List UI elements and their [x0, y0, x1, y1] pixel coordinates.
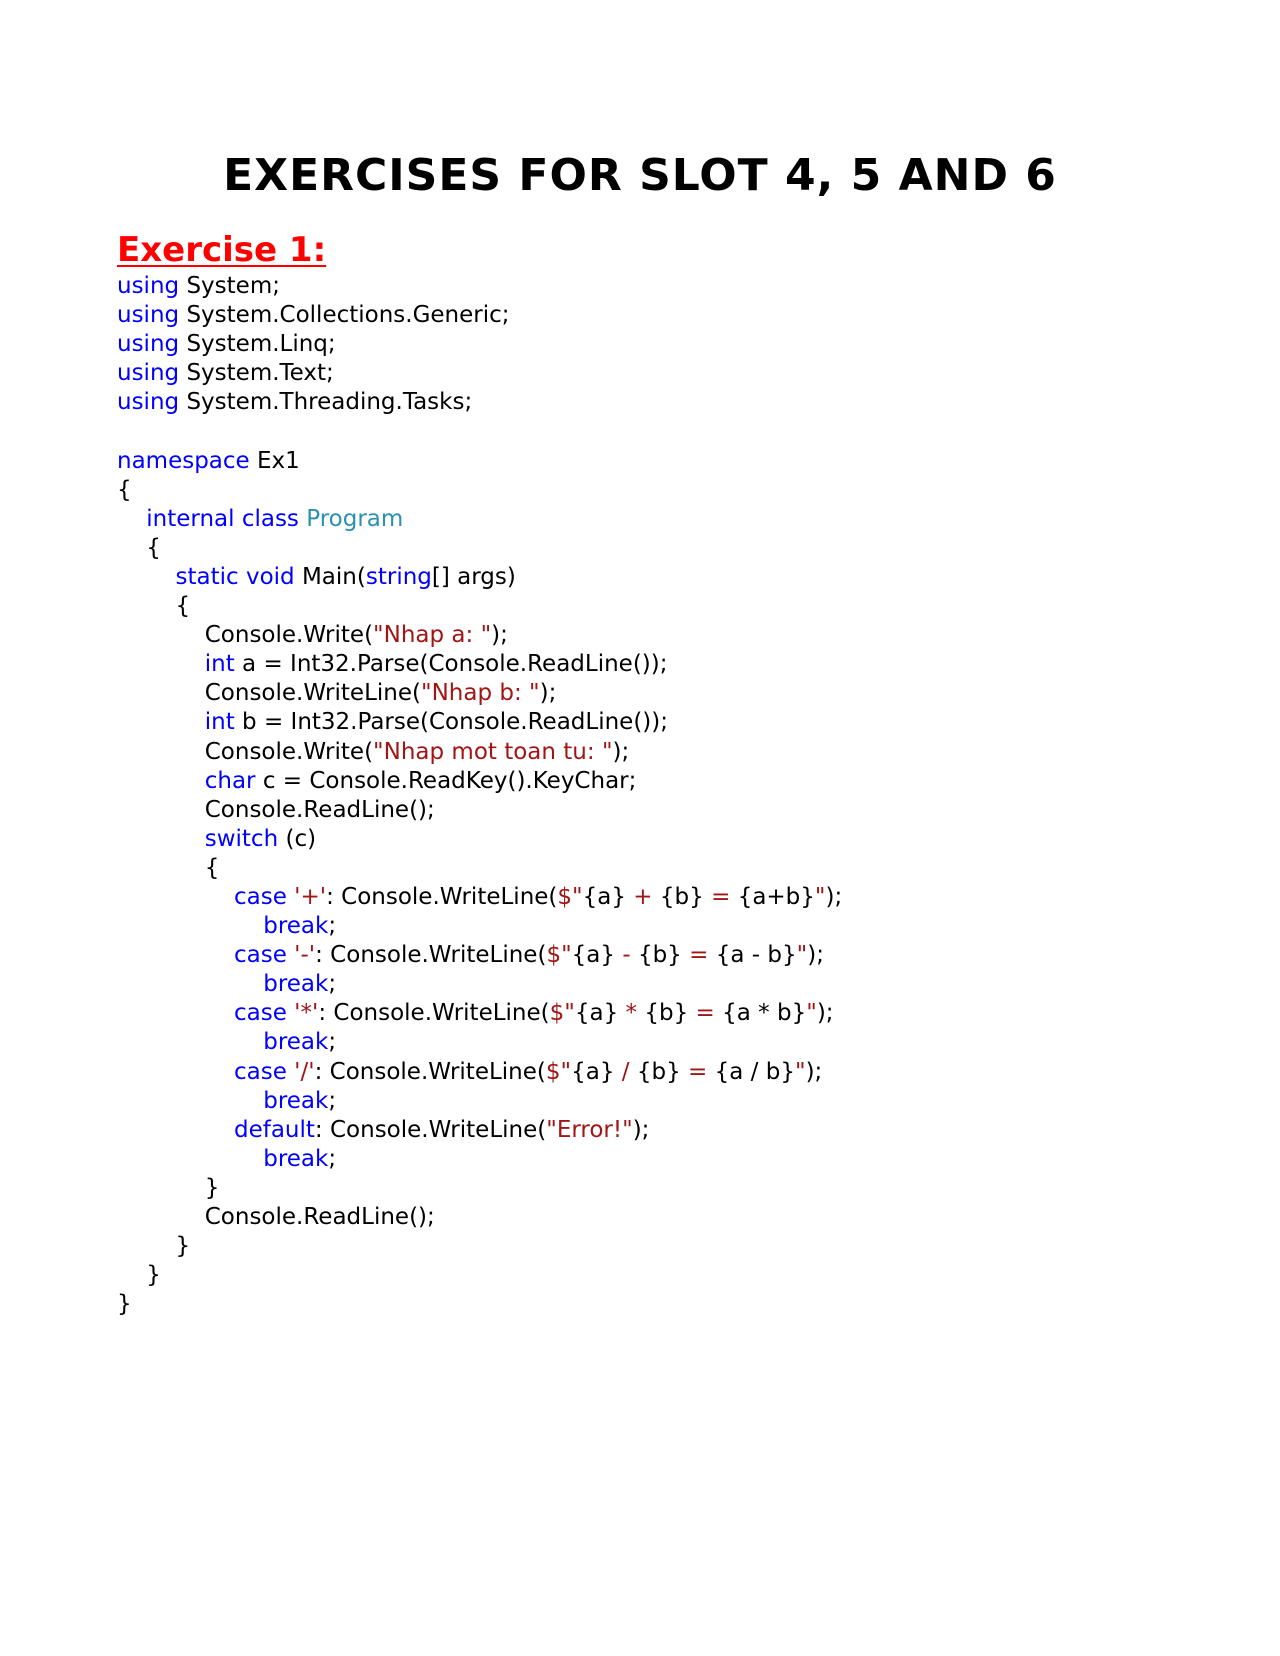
code-line	[117, 563, 842, 592]
code-string: *	[618, 1000, 645, 1027]
code-text: {	[117, 476, 132, 503]
code-line	[117, 854, 842, 883]
code-string: /	[614, 1058, 637, 1085]
code-text: Console.ReadLine();	[117, 1204, 435, 1230]
code-text: }	[117, 1174, 220, 1201]
code-line	[117, 476, 842, 505]
code-line	[117, 1203, 842, 1232]
code-text: Main(	[294, 563, 366, 590]
code-text: : Console.WriteLine(	[318, 1000, 550, 1027]
code-text: {b}	[636, 1058, 681, 1085]
code-line	[117, 708, 842, 737]
code-text: : Console.WriteLine(	[314, 1058, 546, 1085]
code-text: System.Threading.Tasks;	[179, 389, 473, 416]
code-line	[117, 1116, 842, 1145]
code-text: {a}	[571, 942, 616, 969]
code-text: Console.ReadLine();	[117, 796, 435, 823]
code-text	[117, 1117, 234, 1143]
code-text: ;	[328, 1029, 337, 1056]
code-text: {a}	[582, 883, 626, 910]
code-text	[117, 1059, 234, 1085]
code-string: "	[814, 883, 826, 910]
code-line	[117, 1058, 842, 1087]
code-text	[117, 913, 263, 939]
code-keyword: case	[233, 1000, 287, 1027]
code-string: '-'	[294, 942, 316, 969]
code-text: {a}	[571, 1058, 615, 1085]
code-line	[117, 388, 842, 417]
code-text	[117, 709, 205, 735]
page-title: EXERCISES FOR SLOT 4, 5 AND 6	[223, 150, 1057, 201]
code-string: $"	[545, 1058, 572, 1085]
code-text: }	[117, 1262, 161, 1289]
code-text: }	[117, 1233, 191, 1260]
code-line	[117, 447, 842, 476]
code-line	[117, 970, 842, 999]
code-text: ;	[328, 1145, 337, 1172]
code-line	[117, 1232, 842, 1261]
code-text	[117, 564, 176, 590]
code-keyword: break	[263, 913, 329, 940]
code-line	[117, 301, 842, 330]
code-string: $"	[557, 883, 583, 910]
code-text: a = Int32.Parse(Console.ReadLine());	[234, 651, 668, 678]
code-keyword: using	[117, 360, 180, 387]
code-line	[117, 767, 842, 796]
code-text: );	[612, 738, 630, 765]
code-text: {a / b}	[714, 1058, 795, 1085]
code-keyword: internal	[146, 505, 235, 532]
code-keyword: static	[175, 563, 239, 590]
code-keyword: using	[117, 273, 180, 299]
code-line	[117, 1174, 842, 1203]
code-keyword: case	[233, 942, 287, 969]
code-string: '/'	[294, 1058, 315, 1085]
code-line	[117, 825, 842, 854]
code-string: "	[806, 1000, 817, 1027]
code-string: '*'	[294, 1000, 319, 1027]
code-text: ;	[328, 1087, 337, 1114]
code-string: $"	[549, 1000, 575, 1027]
code-text: );	[805, 1058, 823, 1085]
code-line	[117, 1087, 842, 1116]
code-line	[117, 417, 842, 446]
code-text: c = Console.ReadKey().KeyChar;	[255, 767, 637, 794]
code-text: {	[117, 854, 220, 881]
code-block	[117, 272, 842, 1319]
code-line	[117, 1290, 842, 1319]
code-text: );	[816, 1000, 834, 1027]
code-keyword: class	[241, 505, 299, 532]
code-text: : Console.WriteLine(	[314, 1116, 547, 1143]
code-text: );	[807, 942, 824, 969]
code-string: "Nhap mot toan tu: "	[373, 738, 613, 765]
code-line	[117, 796, 842, 825]
code-line	[117, 330, 842, 359]
code-keyword: break	[263, 1145, 329, 1172]
code-text: Console.WriteLine(	[117, 680, 421, 707]
code-text	[117, 1088, 263, 1114]
code-text: System.Linq;	[179, 331, 336, 358]
code-text: System;	[179, 273, 280, 299]
code-keyword: default	[233, 1116, 315, 1143]
code-string: =	[680, 1058, 715, 1085]
code-line	[117, 1261, 842, 1290]
code-line	[117, 883, 842, 912]
code-text: {	[117, 534, 161, 561]
code-text: {a * b}	[722, 1000, 807, 1027]
code-line	[117, 941, 842, 970]
code-keyword: case	[233, 883, 287, 910]
code-text	[117, 1146, 263, 1172]
code-string: +	[626, 883, 660, 910]
code-text	[117, 826, 205, 852]
code-string: =	[688, 1000, 723, 1027]
code-text	[117, 884, 234, 910]
code-line	[117, 505, 842, 534]
code-string: '+'	[294, 883, 327, 910]
code-string: "	[794, 1058, 806, 1085]
code-keyword: using	[117, 331, 180, 358]
code-line	[117, 272, 842, 301]
code-text	[235, 506, 242, 532]
code-keyword: using	[117, 389, 180, 416]
code-keyword: switch	[204, 825, 279, 852]
code-text: Console.Write(	[117, 622, 374, 649]
code-text: {a+b}	[737, 883, 815, 910]
code-text: ;	[328, 971, 337, 998]
code-text: : Console.WriteLine(	[315, 942, 547, 969]
code-text: );	[539, 680, 557, 707]
code-keyword: break	[263, 1029, 329, 1056]
code-keyword: int	[204, 651, 235, 678]
code-string: "Error!"	[546, 1116, 633, 1143]
code-text: Console.Write(	[117, 738, 374, 765]
code-text: b = Int32.Parse(Console.ReadLine());	[234, 709, 668, 736]
code-string: -	[615, 942, 638, 969]
code-string: =	[681, 942, 716, 969]
code-text: }	[117, 1291, 132, 1318]
exercise-heading: Exercise 1:	[117, 230, 327, 270]
code-keyword: void	[245, 563, 295, 590]
code-line	[117, 1028, 842, 1057]
code-text: {a - b}	[715, 942, 797, 969]
code-text: {b}	[659, 883, 704, 910]
code-keyword: namespace	[117, 447, 250, 474]
code-text: System.Collections.Generic;	[179, 302, 510, 329]
code-line	[117, 738, 842, 767]
code-string: $"	[546, 942, 572, 969]
code-text: );	[632, 1116, 650, 1143]
code-line	[117, 359, 842, 388]
code-text: Ex1	[249, 447, 300, 474]
code-keyword: char	[204, 767, 256, 794]
code-text: );	[491, 622, 508, 649]
code-text: [] args)	[431, 563, 516, 590]
code-string: "	[796, 942, 808, 969]
code-string: =	[703, 883, 738, 910]
code-line	[117, 679, 842, 708]
code-line	[117, 592, 842, 621]
code-string: "Nhap b: "	[420, 680, 540, 707]
code-text	[117, 506, 146, 532]
code-line	[117, 999, 842, 1028]
code-line	[117, 650, 842, 679]
code-text: {b}	[637, 942, 682, 969]
code-keyword: case	[233, 1058, 287, 1085]
code-keyword: string	[365, 563, 432, 590]
code-type-name: Program	[306, 505, 404, 532]
code-text	[117, 651, 205, 677]
code-text: System.Text;	[179, 360, 334, 387]
code-line	[117, 621, 842, 650]
code-keyword: break	[263, 971, 329, 998]
code-keyword: using	[117, 302, 180, 329]
code-text	[117, 1000, 234, 1026]
code-text: {a}	[574, 1000, 619, 1027]
code-text	[117, 1029, 263, 1055]
code-text: : Console.WriteLine(	[326, 883, 558, 910]
code-text: ;	[328, 913, 337, 940]
code-text: (c)	[278, 825, 317, 852]
code-keyword: break	[263, 1087, 329, 1114]
code-line	[117, 534, 842, 563]
code-text	[117, 942, 234, 968]
code-text: {	[117, 593, 191, 620]
code-line	[117, 912, 842, 941]
code-text: {b}	[644, 1000, 689, 1027]
code-text	[239, 564, 246, 590]
code-line	[117, 1145, 842, 1174]
code-text: );	[825, 883, 843, 910]
code-string: "Nhap a: "	[373, 622, 492, 649]
code-keyword: int	[204, 709, 235, 736]
code-text	[117, 768, 205, 794]
code-text	[117, 971, 263, 997]
